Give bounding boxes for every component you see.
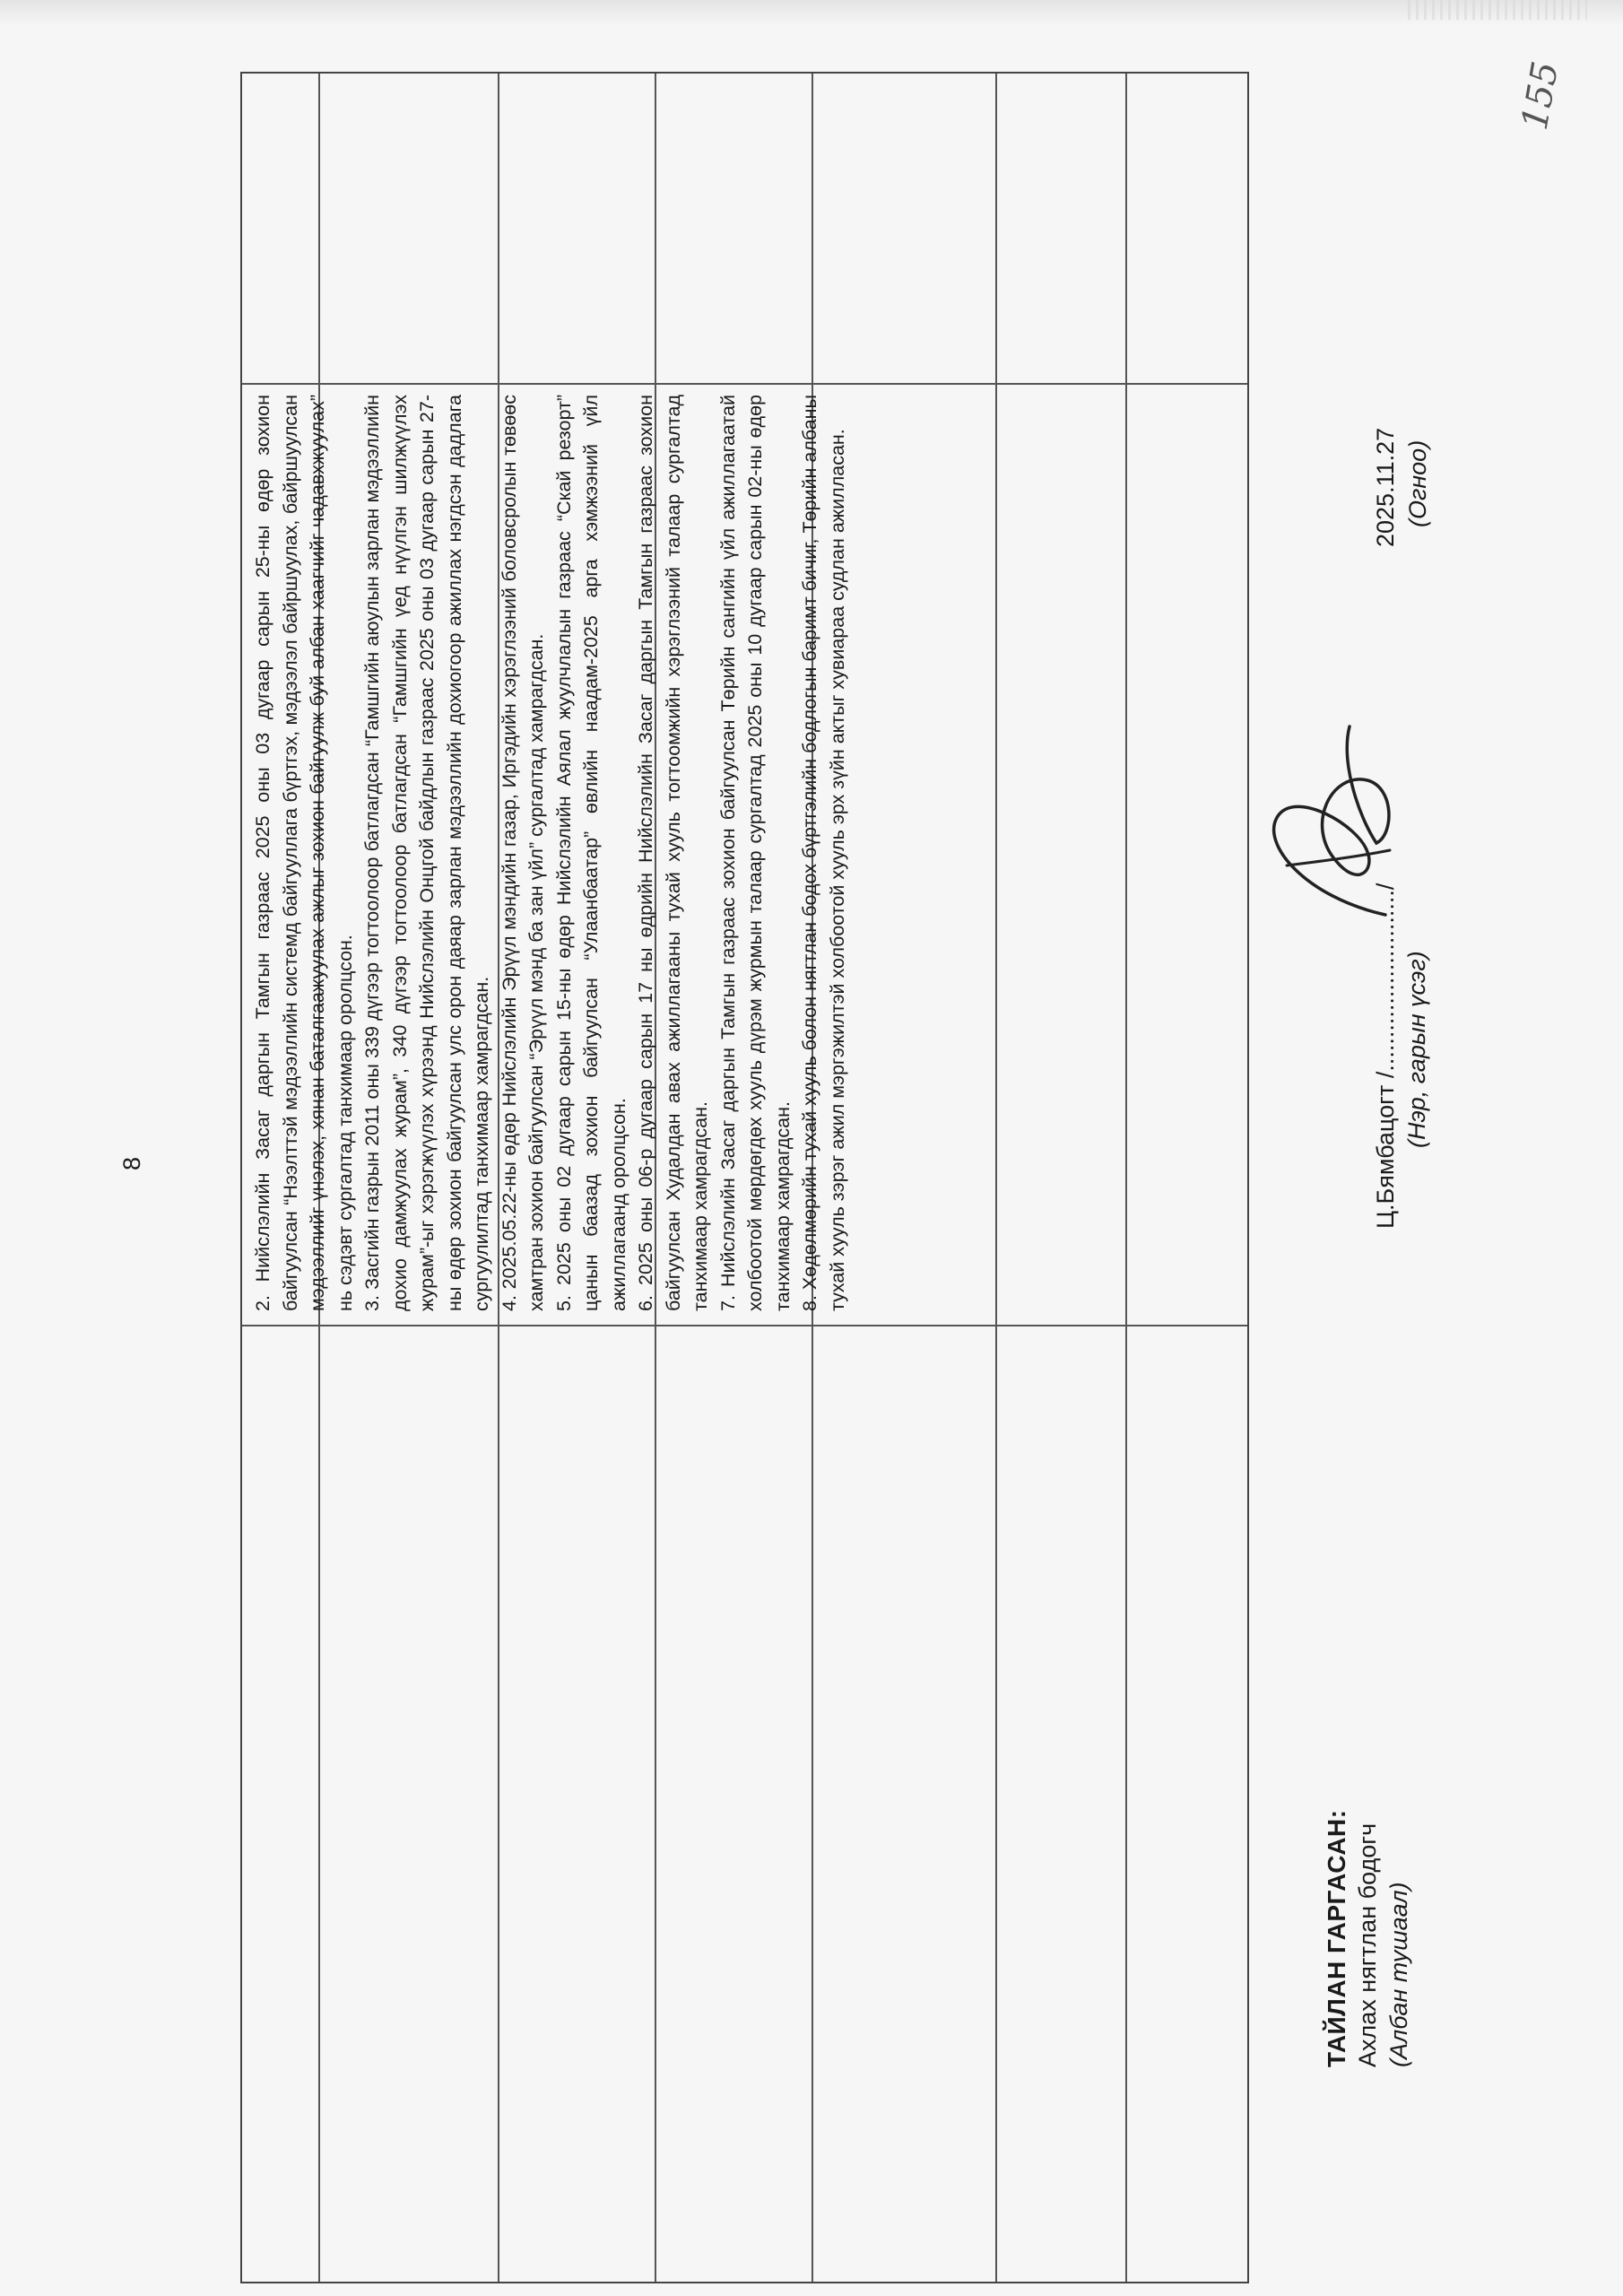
handwritten-page-number: 155: [1514, 58, 1567, 134]
page-number: 8: [118, 1156, 145, 1170]
activity-item: 3. Засгийн газрын 2011 оны 339 дүгээр тогтоолоор батлагдсан “Гамшгийн аюулын зарлан мэдээллийн дохио дамжуулах журам”, 340 дүгээр тогтоолоор батлагдсан “Гамшгийн үед нүүлгэн шилжүүлэх журам”-ыг хэрэгжүүлэх хүрээнд Нийслэлийн Онцгой байдлын газраас 2025 оны 03 дугаар сарын 27-ны өдөр зохион байгуулсан улс орон даяар зарлан мэдээллийн дохиогоор ажиллах нэгдсэн дадлага сургуулилтад танхимаар хамрагдсан.: [361, 395, 492, 1311]
signer-position: Ахлах нягтлан бодогч: [1354, 1822, 1381, 2067]
report-table: [240, 72, 1249, 2283]
activity-item: 7. Нийслэлийн Засаг даргын Тамгын газраас зохион байгуулсан Төрийн сангийн үйл ажиллагаатай холбоотой мөрдөгдөх хууль дүрэм журмын талаар сургалтад 2025 оны 10 дугаар сарын 02-ны өдөр танхимаар хамрагдсан.: [716, 395, 794, 1311]
activity-item: 5. 2025 оны 02 дугаар сарын 15-ны өдөр Нийслэлийн Аялал жуулчлалын газраас “Скай резорт” цанын баазад зохион байгуулсан “Улаанбаатар” өвлийн наадам-2025 арга хэмжээний үйл ажиллагаанд оролцсон.: [552, 395, 629, 1311]
table-column-divider: [242, 383, 1247, 385]
table-column-divider: [242, 1325, 1247, 1326]
table-row-divider: [995, 74, 997, 2282]
activity-item: 6. 2025 оны 06-р дугаар сарын 17 ны өдрийн Нийслэлийн Засаг даргын Тамгын газраас зохион байгуулсан Худалдан авах ажиллагааны тухай хууль тогтоомжийн хэрэглээний талаар сургалтад танхимаар хамрагдсан.: [635, 395, 711, 1311]
handwritten-signature: [1251, 718, 1403, 951]
position-caption: (Албан тушаал): [1385, 1882, 1412, 2067]
table-row-divider: [1125, 74, 1127, 2282]
report-date: 2025.11.27: [1372, 427, 1399, 547]
activity-item: 8. Хөдөлмөрийн тухай хууль болон нягтлан бодох бүртгэлийн бодлогын баримт бичиг, Төрийн албаны тухай хууль зэрэг ажил мэргэжилтэй холбоотой хууль эрх зүйн актыг хувиараа судлан ажилласан.: [799, 395, 848, 1311]
name-caption: (Нэр, гарын үсэг): [1403, 951, 1430, 1148]
signature-block-title: ТАЙЛАН ГАРГАСАН:: [1323, 1809, 1350, 2067]
report-activities-cell: [249, 395, 851, 1311]
date-caption: (Огноо): [1404, 439, 1431, 527]
signer-name: Ц.Бямбацогт /.........................../: [1372, 883, 1399, 1229]
activity-item: 2. Нийслэлийн Засаг даргын Тамгын газраас 2025 оны 03 дугаар сарын 25-ны өдөр зохион байгуулсан “Нээлттэй мэдээллийн системд байгууллага бүртгэх, мэдээлэл байршуулах, байршуулсан мэдээллийг үнэлэх, хянан баталгаажуулах ажлыг зохион байгуулж буй албан хаагчийг чадавхжуулах” нь сэдэвт сургалтад танхимаар оролцсон.: [252, 395, 356, 1311]
activity-item: 4. 2025.05.22-ны өдөр Нийслэлийн Эрүүл мэндийн газар, Иргэдийн хэрэглээний боловсролын төвөөс хамтран зохион байгуулсан “Эрүүл мэнд ба зан үйл” сургалтад хамрагдсан.: [498, 395, 547, 1311]
